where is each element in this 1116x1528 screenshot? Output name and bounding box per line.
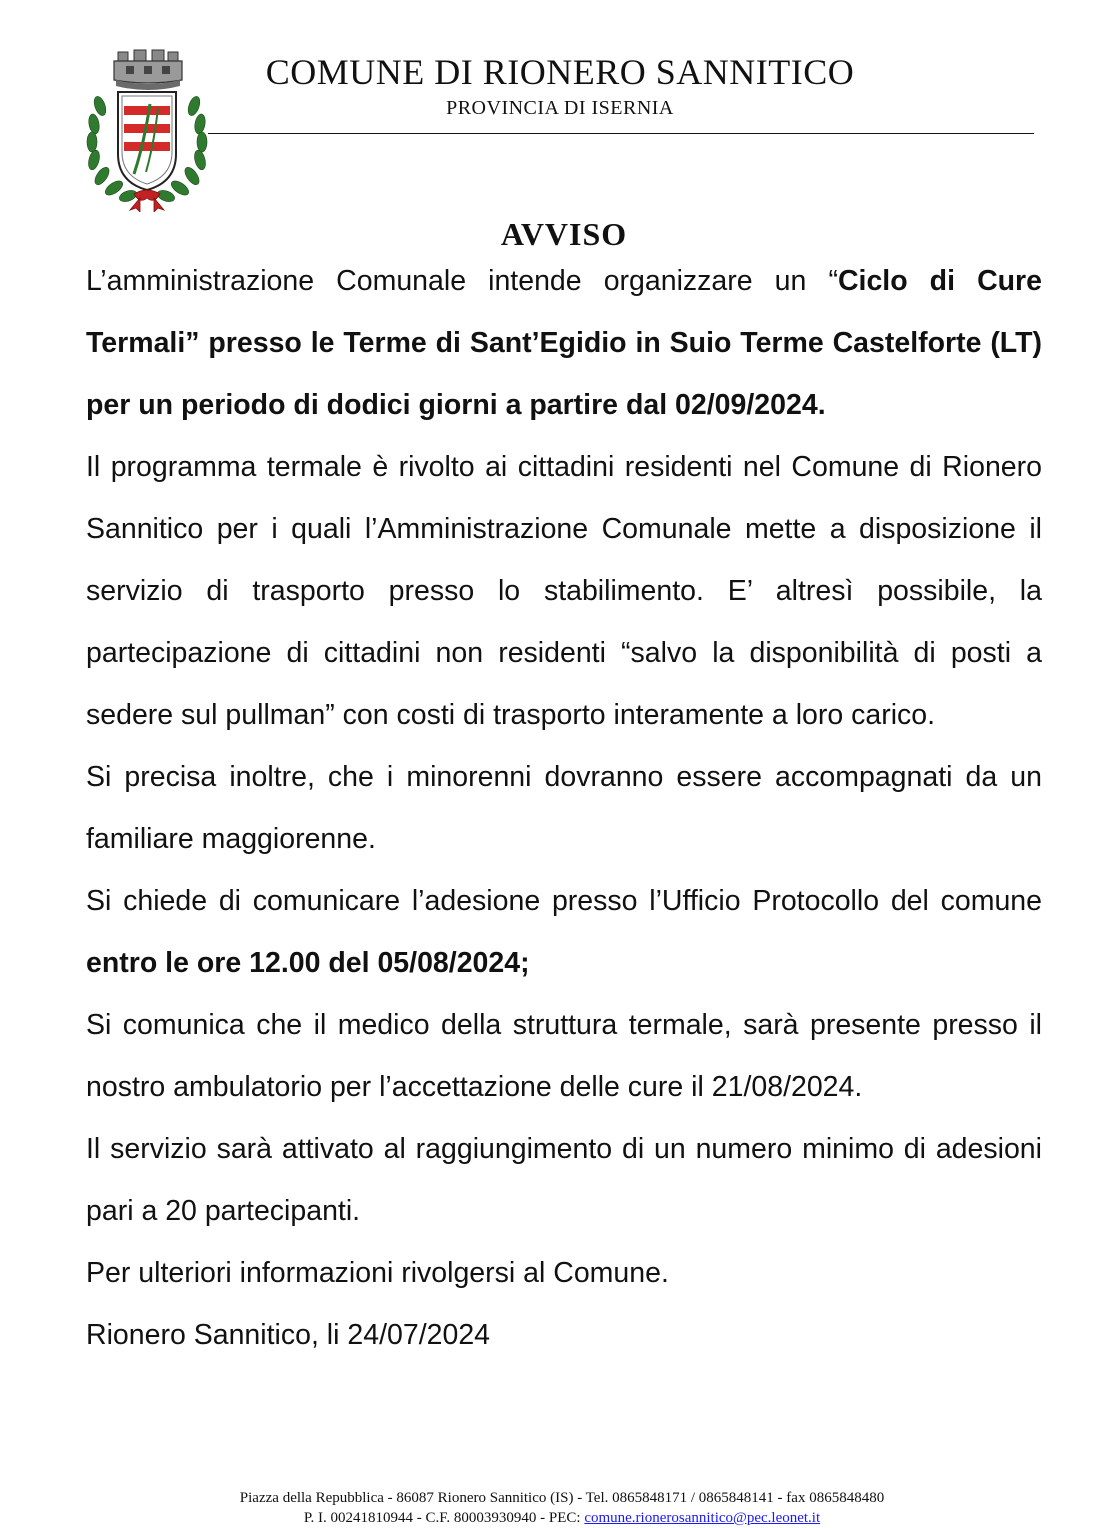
paragraph-doctor: Si comunica che il medico della struttura termale, sarà presente presso il nostro ambulatorio per l’accettazione delle cure il 21/08/2024.: [86, 1009, 1042, 1103]
place-date: Rionero Sannitico, li 24/07/2024: [86, 1319, 491, 1351]
paragraph-intro-bold: Ciclo di Cure Termali” presso le Terme di Sant’Egidio in Suio Terme Castelforte (LT) per un periodo di dodici giorni a partire dal 02/09/2024.: [86, 265, 1043, 421]
ribbon-icon: [130, 190, 164, 212]
notice-body: [86, 250, 1042, 1366]
paragraph-intro: [86, 250, 1042, 436]
paragraph-intro-text: L’amministrazione Comunale intende organizzare un “: [86, 265, 838, 297]
paragraph-minimum: Il servizio sarà attivato al raggiungimento di un numero minimo di adesioni pari a 20 partecipanti.: [86, 1133, 1042, 1227]
footer-address: Piazza della Repubblica - 86087 Rionero Sannitico (IS) - Tel. 0865848171 / 0865848141 - fax 0865848480: [239, 1490, 885, 1506]
footer-fiscal-text: P. I. 00241810944 - C.F. 80003930940 - PEC:: [303, 1510, 585, 1526]
registration-deadline: entro le ore 12.00 del 05/08/2024;: [86, 947, 530, 979]
municipal-crest-icon: [84, 44, 210, 212]
org-name: COMUNE DI RIONERO SANNITICO: [265, 52, 855, 92]
footer-pec-link[interactable]: comune.rionerosannitico@pec.leonet.it: [584, 1510, 821, 1526]
paragraph-registration: [86, 870, 1042, 994]
paragraph-minors: Si precisa inoltre, che i minorenni dovranno essere accompagnati da un familiare maggiorenne.: [86, 761, 1042, 855]
header-divider: [208, 133, 1034, 134]
paragraph-registration-text: Si chiede di comunicare l’adesione presso l’Ufficio Protocollo del comune: [86, 885, 1042, 917]
notice-title: AVVISO: [500, 216, 628, 252]
paragraph-program: Il programma termale è rivolto ai cittadini residenti nel Comune di Rionero Sannitico per i quali l’Amministrazione Comunale mette a disposizione il servizio di trasporto presso lo stabilimento. E’ altresì possibile, la partecipazione di cittadini non residenti “salvo la disponibilità di posti a sedere sul pullman” con costi di trasporto interamente a loro carico.: [86, 451, 1042, 731]
org-province: PROVINCIA DI ISERNIA: [446, 97, 674, 119]
crown-icon: [114, 50, 182, 90]
footer-fiscal: [0, 1508, 1116, 1528]
shield-icon: [118, 92, 176, 190]
paragraph-info: Per ulteriori informazioni rivolgersi al Comune.: [86, 1257, 669, 1289]
